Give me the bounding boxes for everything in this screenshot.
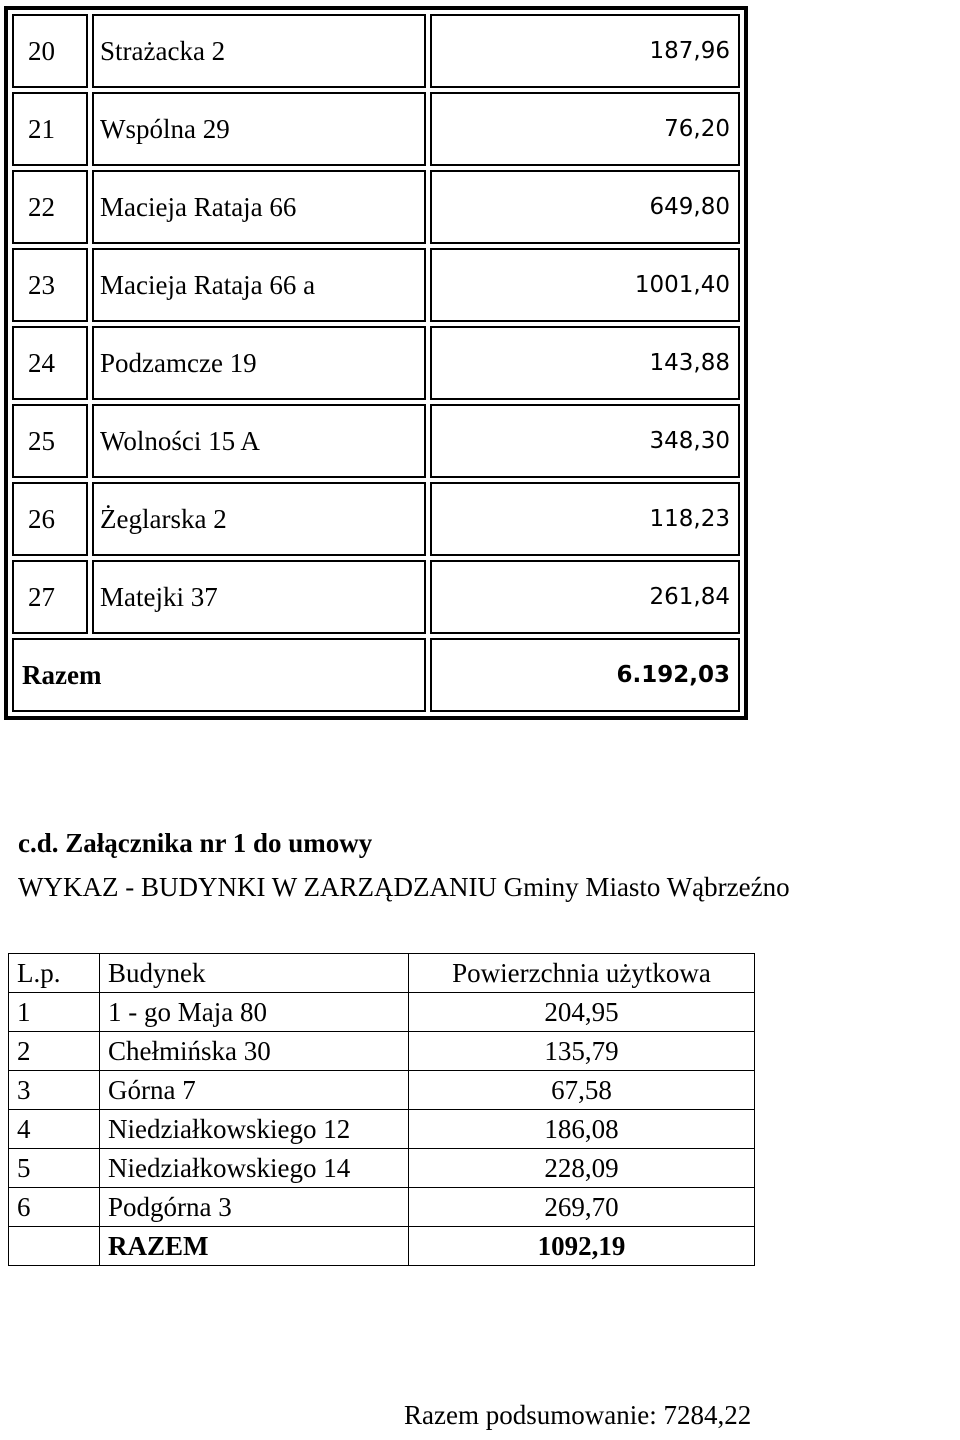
row-value: 143,88: [430, 326, 740, 400]
total-value: 1092,19: [409, 1227, 755, 1266]
table-row: [9, 993, 755, 1032]
table-row: [9, 1071, 755, 1110]
row-address: Podzamcze 19: [92, 326, 426, 400]
row-address: Wolności 15 A: [92, 404, 426, 478]
buildings-table-continued: [4, 6, 748, 720]
row-address: Żeglarska 2: [92, 482, 426, 556]
row-number: 3: [9, 1071, 100, 1110]
table-row: [12, 560, 740, 634]
total-label: RAZEM: [100, 1227, 409, 1266]
grand-total: Razem podsumowanie: 7284,22: [404, 1400, 752, 1430]
row-value: 76,20: [430, 92, 740, 166]
header-area: Powierzchnia użytkowa: [409, 954, 755, 993]
table-row: [12, 170, 740, 244]
row-number: 6: [9, 1188, 100, 1227]
table-row: [12, 14, 740, 88]
total-empty-cell: [9, 1227, 100, 1266]
row-address: Wspólna 29: [92, 92, 426, 166]
table-row: [12, 248, 740, 322]
row-address: Macieja Rataja 66 a: [92, 248, 426, 322]
row-building: Górna 7: [100, 1071, 409, 1110]
header-building: Budynek: [100, 954, 409, 993]
row-address: Strażacka 2: [92, 14, 426, 88]
row-area: 269,70: [409, 1188, 755, 1227]
row-value: 118,23: [430, 482, 740, 556]
row-value: 261,84: [430, 560, 740, 634]
row-value: 348,30: [430, 404, 740, 478]
row-building: Niedziałkowskiego 14: [100, 1149, 409, 1188]
list-title: WYKAZ - BUDYNKI W ZARZĄDZANIU Gminy Miasto Wąbrzeźno: [18, 872, 790, 902]
row-number: 21: [12, 92, 88, 166]
table-row: [9, 1110, 755, 1149]
header-row: [9, 954, 755, 993]
row-area: 67,58: [409, 1071, 755, 1110]
row-number: 2: [9, 1032, 100, 1071]
row-number: 26: [12, 482, 88, 556]
row-building: Chełmińska 30: [100, 1032, 409, 1071]
table-row: [9, 1032, 755, 1071]
table-row: [9, 1188, 755, 1227]
table-row: [12, 482, 740, 556]
row-number: 24: [12, 326, 88, 400]
row-building: Podgórna 3: [100, 1188, 409, 1227]
row-address: Macieja Rataja 66: [92, 170, 426, 244]
table-row: [12, 404, 740, 478]
row-address: Matejki 37: [92, 560, 426, 634]
row-area: 135,79: [409, 1032, 755, 1071]
table-row: [9, 1149, 755, 1188]
row-number: 25: [12, 404, 88, 478]
row-area: 186,08: [409, 1110, 755, 1149]
buildings-table: [8, 953, 755, 1266]
row-building: Niedziałkowskiego 12: [100, 1110, 409, 1149]
row-area: 204,95: [409, 993, 755, 1032]
row-number: 5: [9, 1149, 100, 1188]
row-building: 1 - go Maja 80: [100, 993, 409, 1032]
row-number: 23: [12, 248, 88, 322]
row-number: 22: [12, 170, 88, 244]
attachment-heading: c.d. Załącznika nr 1 do umowy: [18, 828, 373, 858]
row-number: 27: [12, 560, 88, 634]
row-area: 228,09: [409, 1149, 755, 1188]
row-number: 1: [9, 993, 100, 1032]
row-value: 187,96: [430, 14, 740, 88]
total-row: [12, 638, 740, 712]
total-value: 6.192,03: [430, 638, 740, 712]
total-label: Razem: [12, 638, 426, 712]
row-number: 20: [12, 14, 88, 88]
row-number: 4: [9, 1110, 100, 1149]
table-row: [12, 92, 740, 166]
table-row: [12, 326, 740, 400]
header-lp: L.p.: [9, 954, 100, 993]
row-value: 1001,40: [430, 248, 740, 322]
total-row: [9, 1227, 755, 1266]
row-value: 649,80: [430, 170, 740, 244]
